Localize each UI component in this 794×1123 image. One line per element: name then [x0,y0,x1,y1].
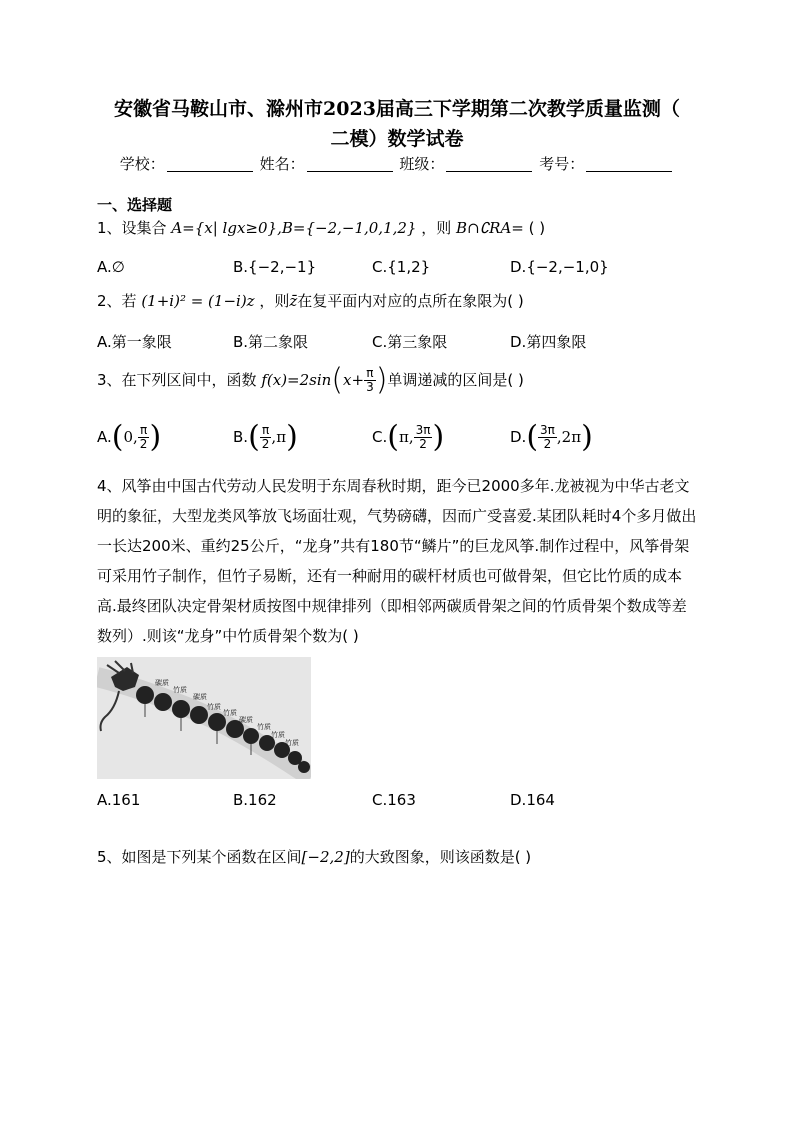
question-4-text: 4、风筝由中国古代劳动人民发明于东周春秋时期，距今已2000多年.龙被视为中华古老文明的象征，大型龙类风筝放飞场面壮观，气势磅礴，因而广受喜爱.某团队耗时4个多月做出一长达200米、重约25公斤，“龙身”共有180节“鳞片”的巨龙风筝.制作过程中，风筝骨架可采用竹子制作，但竹子易断，还有一种耐用的碳杆材质也可做骨架，但它比竹质的成本高.最终团队决定骨架材质按图中规律排列（即相邻两碳质骨架之间的竹质骨架个数成等差数列）.则该“龙身”中竹质骨架个数为( ) [97,477,697,645]
fig-label-5: 碳质 [239,716,253,724]
q3-b-label: B. [233,428,249,446]
q3-tail: 单调递减的区间是( ) [387,371,524,389]
q3-d-paren-right: ) [581,419,593,455]
q3-c-part1: π, [398,428,414,446]
q3-c-paren-right: ) [432,419,445,455]
fig-label-4: 竹质 [223,709,237,717]
q3-fraction [364,367,376,394]
q2-option-d[interactable]: D.第四象限 [510,333,587,351]
fig-label-2: 碳质 [193,693,207,701]
q5-interval: [−2,2] [301,848,350,866]
q3-b-paren-left: ( [248,419,260,455]
q3-b-den: 2 [261,437,270,451]
q3-b-num: π [260,424,272,438]
q3-frac-num: π [364,367,376,381]
q3-d-label: D. [510,428,527,446]
q3-c-paren-left: ( [387,419,399,455]
q3-paren-right: ) [375,362,388,398]
q4-option-a[interactable]: A.161 [97,791,141,809]
q3-d-paren-left: ( [526,419,539,455]
fig-label-7: 竹质 [271,731,285,739]
dragon-kite-figure [97,657,311,779]
school-field[interactable] [167,157,253,172]
q2-lead: 2、若 [97,292,137,310]
q1-set-b: B={−2,−1,0,1,2} [281,219,417,237]
q4-option-c[interactable]: C.163 [372,791,416,809]
q3-d-part2: ,2π [556,428,582,446]
q2-option-b[interactable]: B.第二象限 [233,333,309,351]
q3-frac-den: 3 [366,380,374,394]
fig-label-8: 竹质 [285,739,299,747]
q3-c-num: 3π [415,423,431,437]
class-label: 班级： [399,155,445,173]
q3-lead: 3、在下列区间中，函数 [97,371,257,389]
q2-expr: (1+i)² = (1−i)z [141,292,255,310]
q3-a-num: π [138,424,150,438]
q3-option-d[interactable] [510,419,593,455]
q3-c-fraction [414,424,433,451]
question-2 [97,287,524,315]
q1-option-d[interactable]: D.{−2,−1,0} [510,258,609,276]
q3-inner-x: x+ [343,371,365,389]
q3-c-label: C. [372,428,388,446]
q3-c-den: 2 [419,437,427,451]
q5-tail: 的大致图象，则该函数是( ) [349,848,532,866]
number-field[interactable] [586,157,672,172]
q3-d-den: 2 [543,437,552,451]
q1-expr: B∩∁RA= [456,219,524,237]
q3-option-a[interactable] [97,419,162,455]
q1-mid: ，则 [421,219,452,237]
q1-lead: 1、设集合 [97,219,167,237]
q4-option-b[interactable]: B.162 [233,791,277,809]
exam-title-line2: 二模）数学试卷 [330,128,464,150]
q1-set-a: A={x| lgx≥0} [171,219,278,237]
q3-a-paren-right: ) [149,419,162,455]
fig-label-6: 竹质 [257,723,271,731]
fig-label-0: 碳质 [155,679,169,687]
name-field[interactable] [307,157,393,172]
q2-option-a[interactable]: A.第一象限 [97,333,172,351]
question-3 [97,362,524,398]
q3-fx: f(x)=2sin [261,371,332,389]
q3-a-part1: 0, [123,428,138,446]
q3-d-fraction [538,424,557,451]
q3-a-den: 2 [139,437,148,451]
q1-option-b[interactable]: B.{−2,−1} [233,258,317,276]
name-label: 姓名： [259,155,305,173]
q3-option-b[interactable] [233,419,298,455]
class-field[interactable] [446,157,532,172]
q1-option-c[interactable]: C.{1,2} [372,258,431,276]
exam-title-line1: 安徽省马鞍山市、滁州市2023届高三下学期第二次教学质量监测（ [114,98,680,120]
school-label: 学校： [119,155,165,173]
q3-a-label: A. [97,428,112,446]
question-1 [97,214,545,242]
number-label: 考号： [539,155,585,173]
q5-lead: 5、如图是下列某个函数在区间 [97,848,302,866]
q3-b-part2: ,π [271,428,287,446]
q4-option-d[interactable]: D.164 [510,791,555,809]
q3-paren-left: ( [331,362,344,398]
fig-label-3: 竹质 [207,703,221,711]
q3-a-paren-left: ( [111,419,124,455]
q2-var: z̄ [289,292,298,310]
q3-option-c[interactable] [372,419,445,455]
q1-tail: ( ) [528,219,546,237]
q3-b-fraction [260,424,272,451]
question-5 [97,843,531,871]
q2-mid: ，则 [259,292,290,310]
q3-d-num: 3π [540,423,555,437]
q3-a-fraction [138,424,150,451]
student-info-row [0,153,794,174]
q3-b-paren-right: ) [286,419,298,455]
q2-option-c[interactable]: C.第三象限 [372,333,448,351]
dragon-kite-image [97,657,311,779]
q1-option-a[interactable]: A.∅ [97,258,125,276]
fig-label-1: 竹质 [173,686,187,694]
q1-sep: , [277,219,282,237]
q2-tail: 在复平面内对应的点所在象限为( ) [297,292,524,310]
section-heading-choice: 一、选择题 [97,196,173,214]
